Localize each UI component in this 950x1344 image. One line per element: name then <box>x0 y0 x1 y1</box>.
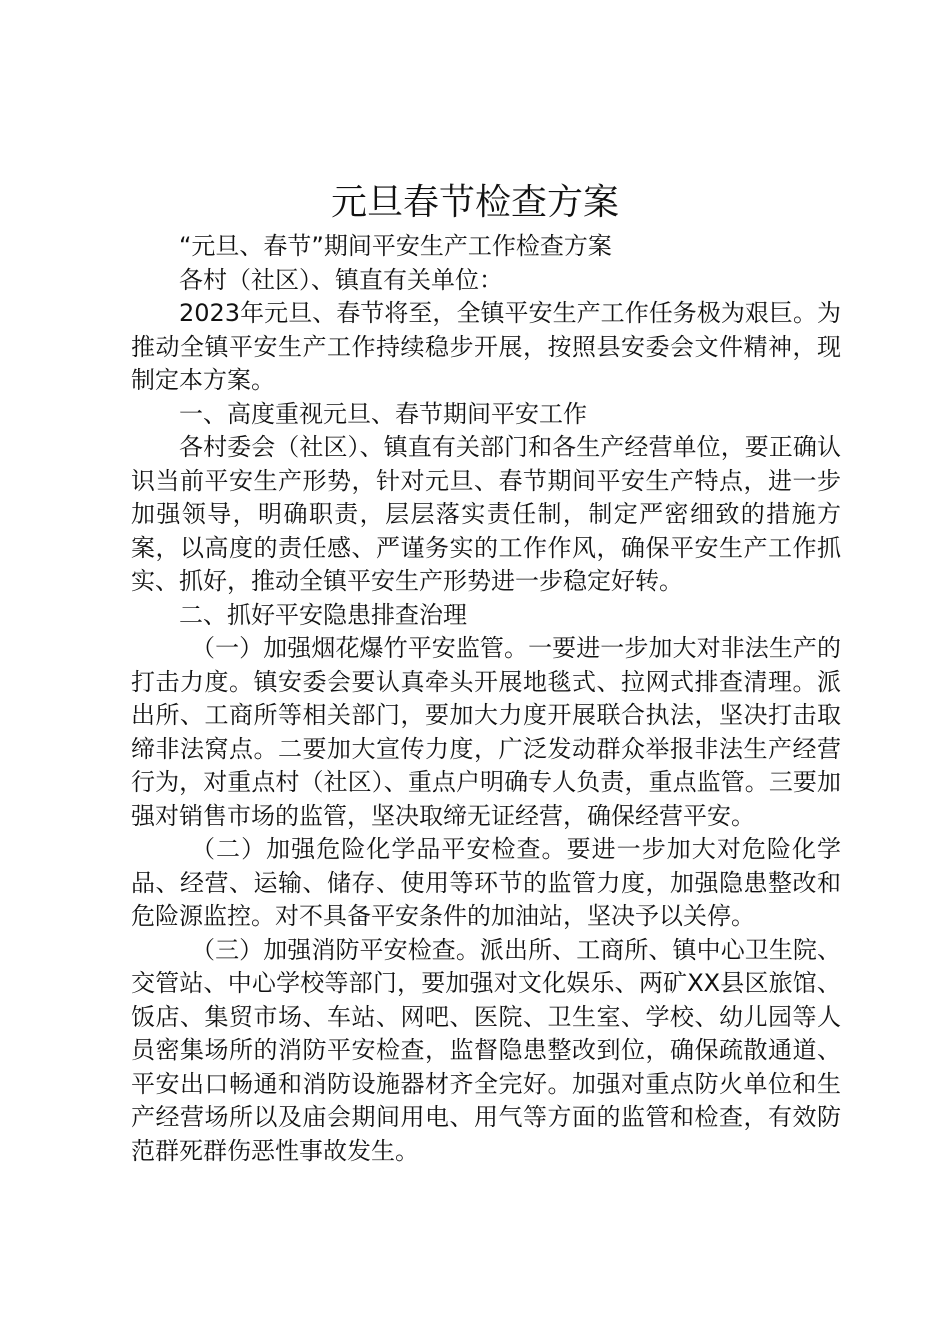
section-1-paragraph: 各村委会（社区）、镇直有关部门和各生产经营单位，要正确认识当前平安生产形势，针对元旦、春节期间平安生产特点，进一步加强领导，明确职责，层层落实责任制，制定严密细致的措施方案，以高度的责任感、严谨务实的工作作风，确保平安生产工作抓实、抓好，推动全镇平安生产形势进一步稳定好转。 <box>131 433 841 595</box>
salutation: 各村（社区）、镇直有关单位： <box>179 265 503 294</box>
subsection-fire-safety-paragraph: （三）加强消防平安检查。派出所、工商所、镇中心卫生院、交管站、中心学校等部门，要加强对文化娱乐、两矿XX县区旅馆、饭店、集贸市场、车站、网吧、医院、卫生室、学校、幼儿园等人员密集场所的消防平安检查，监督隐患整改到位，确保疏散通道、平安出口畅通和消防设施器材齐全完好。加强对重点防火单位和生产经营场所以及庙会期间用电、用气等方面的监管和检查，有效防范群死群伤恶性事故发生。 <box>131 935 841 1165</box>
subsection-chemicals-paragraph: （二）加强危险化学品平安检查。要进一步加大对危险化学品、经营、运输、储存、使用等环节的监管力度，加强隐患整改和危险源监控。对不具备平安条件的加油站，坚决予以关停。 <box>131 835 841 930</box>
document-subtitle: “元旦、春节”期间平安生产工作检查方案 <box>179 232 612 260</box>
intro-paragraph: 2023年元旦、春节将至，全镇平安生产工作任务极为艰巨。为推动全镇平安生产工作持续稳步开展，按照县安委会文件精神，现制定本方案。 <box>131 299 841 394</box>
document-title: 元旦春节检查方案 <box>330 182 619 223</box>
section-heading-2: 二、抓好平安隐患排查治理 <box>179 600 467 629</box>
document-body <box>131 230 841 1168</box>
subsection-fireworks-paragraph: （一）加强烟花爆竹平安监管。一要进一步加大对非法生产的打击力度。镇安委会要认真牵头开展地毯式、拉网式排查清理。派出所、工商所等相关部门，要加大力度开展联合执法，坚决打击取缔非法窝点。二要加大宣传力度，广泛发动群众举报非法生产经营行为，对重点村（社区）、重点户明确专人负责，重点监管。三要加强对销售市场的监管，坚决取缔无证经营，确保经营平安。 <box>131 634 841 830</box>
section-heading-1: 一、高度重视元旦、春节期间平安工作 <box>179 399 587 428</box>
